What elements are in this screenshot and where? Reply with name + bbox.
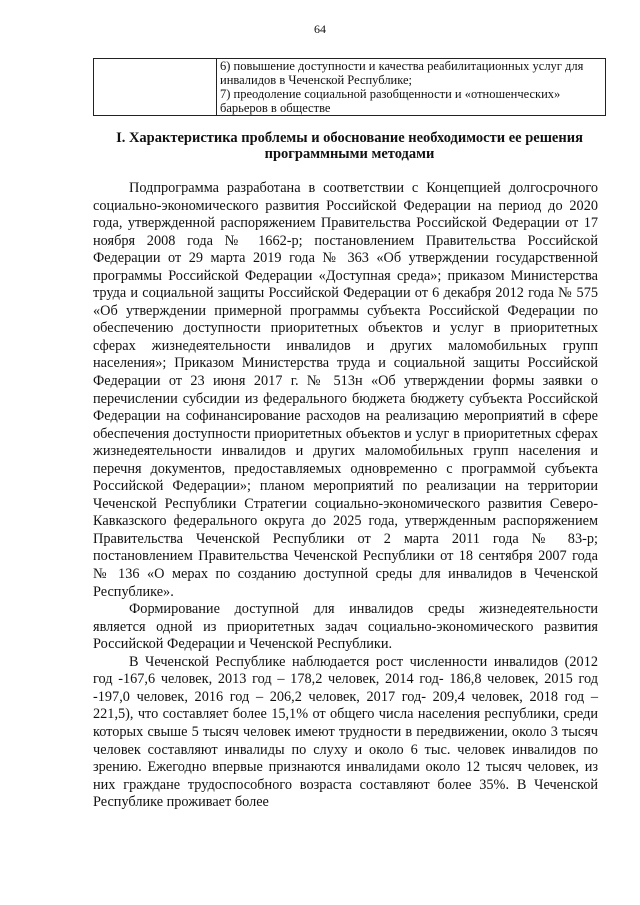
continuation-table xyxy=(93,58,606,116)
body-text xyxy=(93,180,598,812)
table-row xyxy=(94,59,606,116)
table-cell-left xyxy=(94,59,217,116)
paragraph-2: Формирование доступной для инвалидов среды жизнедеятельности является одной из приоритетных задач социально-экономического развития Российской Федерации и Чеченской Республики. xyxy=(93,601,598,653)
table-cell-right xyxy=(217,59,606,116)
page-number: 64 xyxy=(314,22,326,36)
paragraph-1: Подпрограмма разработана в соответствии с Концепцией долгосрочного социально-экономического развития Российской Федерации на период до 2020 года, утвержденной распоряжением Правительства Российской Федерации от 17 ноября 2008 года № 1662-р; постановлением Правительства Российской Федерации от 29 марта 2019 года № 363 «Об утверждении государственной программы Российской Федерации «Доступная среда»; приказом Министерства труда и социальной защиты Российской Федерации от 6 декабря 2012 года № 575 «Об утверждении примерной программы субъекта Российской Федерации по обеспечению доступности приоритетных объектов и услуг в приоритетных сферах жизнедеятельности инвалидов и других маломобильных групп населения»; Приказом Министерства труда и социальной защиты Российской Федерации от 23 июня 2017 г. № 513н «Об утверждении формы заявки о перечислении субсидии из федерального бюджета бюджету субъекта Российской Федерации на софинансирование расходов на реализацию мероприятий в сфере обеспечения доступности приоритетных объектов и услуг в приоритетных сферах жизнедеятельности инвалидов и других маломобильных групп населения и перечня документов, предоставляемых одновременно с программой субъекта Российской Федерации»; планом мероприятий по реализации на территории Чеченской Республики Стратегии социально-экономического развития Северо-Кавказского федерального округа до 2025 года, утвержденным распоряжением Правительства Чеченской Республики от 2 марта 2011 года № 83-р; постановлением Правительства Чеченской Республики от 18 сентября 2007 года № 136 «О мерах по созданию доступной среды для инвалидов в Чеченской Республике». xyxy=(93,180,598,600)
section-title: I. Характеристика проблемы и обоснование необходимости ее решения программными методами xyxy=(116,130,583,162)
table-line-item-6: 6) повышение доступности и качества реабилитационных услуг для инвалидов в Чеченской Республике; xyxy=(220,59,584,87)
paragraph-3: В Чеченской Республике наблюдается рост численности инвалидов (2012 год -167,6 человек, 2013 год – 178,2 человек, 2014 год- 186,8 человек, 2015 год -197,0 человек, 2016 год – 206,2 человек, 2017 год- 209,4 человек, 2018 год – 221,5), что составляет более 15,1% от общего числа населения республики, среди которых свыше 5 тысяч человек имеют трудности в передвижении, около 3 тысяч человек составляют инвалиды по слуху и около 6 тыс. человек инвалидов по зрению. Ежегодно впервые признаются инвалидами около 12 тысяч человек, из них граждане трудоспособного возраста составляют более 35%. В Чеченской Республике проживает более xyxy=(93,653,598,811)
table-line-item-7: 7) преодоление социальной разобщенности и «отношенческих» барьеров в обществе xyxy=(220,87,561,115)
